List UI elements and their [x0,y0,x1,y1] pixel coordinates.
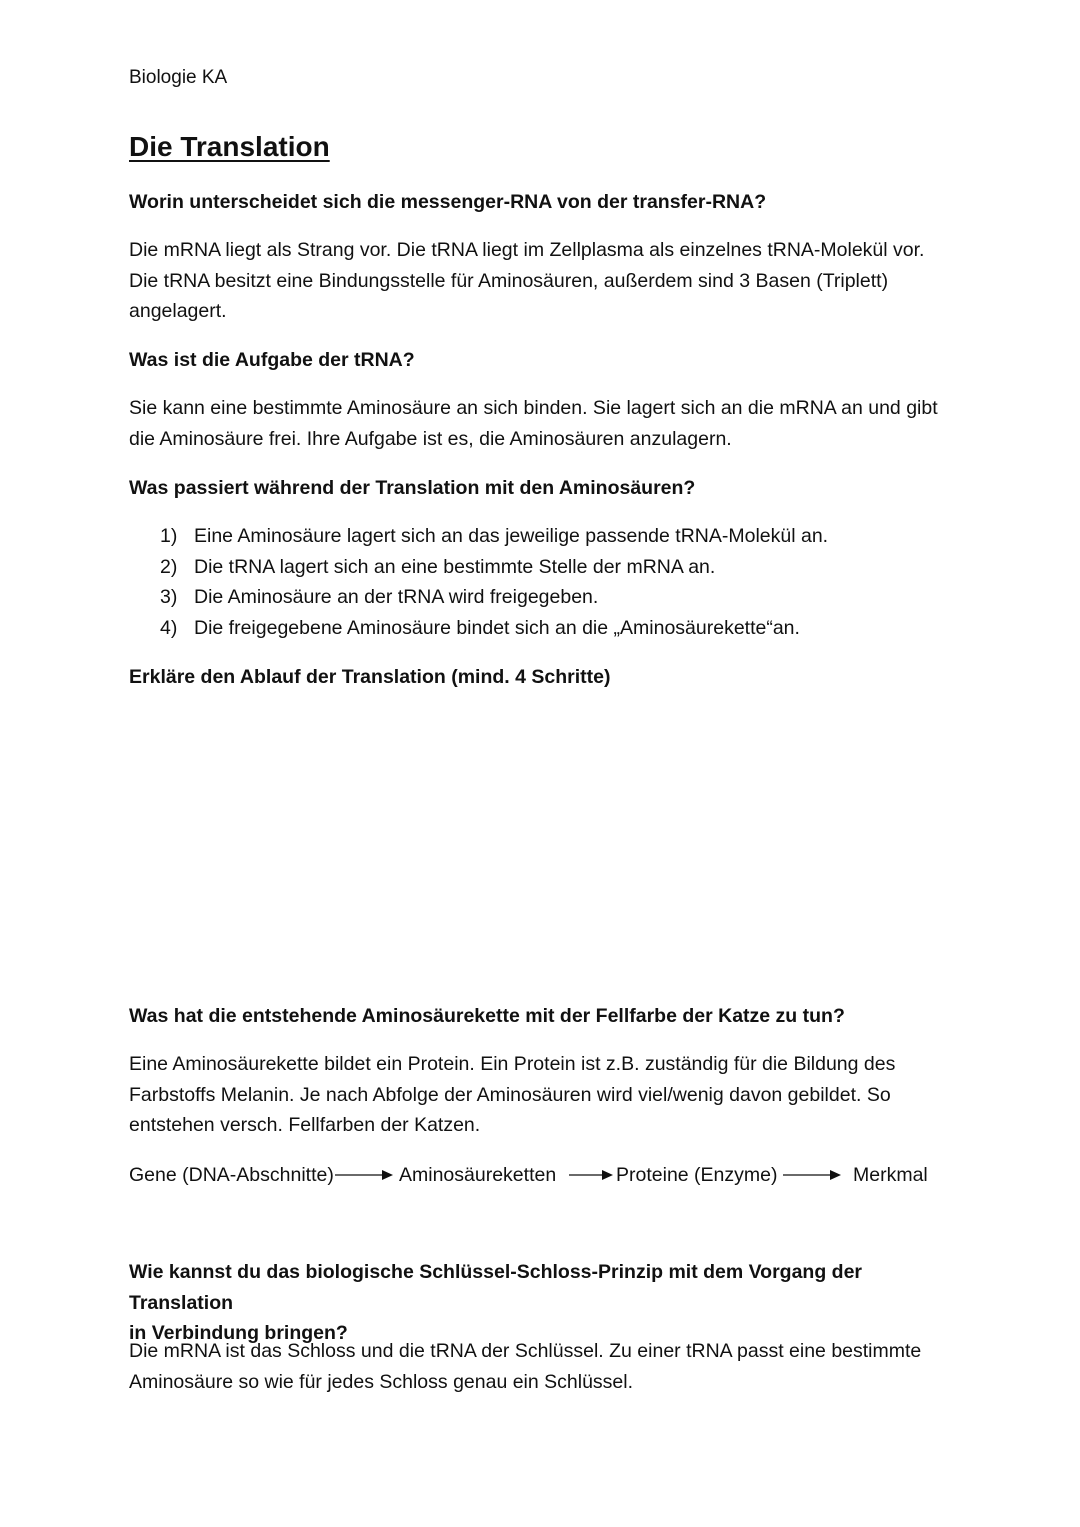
answer-2-line: die Aminosäure frei. Ihre Aufgabe ist es, die Aminosäuren anzulagern. [129,427,732,450]
list-number: 4) [160,616,178,639]
page-header: Biologie KA [129,67,228,88]
list-text: Die freigegebene Aminosäure bindet sich an die „Aminosäurekette“an. [194,616,800,639]
question-5: Was hat die entstehende Aminosäurekette mit der Fellfarbe der Katze zu tun? [129,1005,845,1027]
answer-5-line: Farbstoffs Melanin. Je nach Abfolge der Aminosäuren wird viel/wenig davon gebildet. So [129,1083,891,1106]
list-text: Die tRNA lagert sich an eine bestimmte Stelle der mRNA an. [194,555,716,578]
list-text: Eine Aminosäure lagert sich an das jeweilige passende tRNA-Molekül an. [194,525,829,547]
flow-item-trait: Merkmal [853,1164,928,1186]
flow-diagram [129,1160,959,1190]
arrow-right-icon [569,1160,615,1190]
answer-1-line: Die tRNA besitzt eine Bindungsstelle für Aminosäuren, außerdem sind 3 Basen (Triplett) [129,269,889,292]
question-1: Worin unterscheidet sich die messenger-RNA von der transfer-RNA? [129,191,767,213]
list-item [160,521,960,552]
answer-1 [129,235,959,327]
answer-1-line: Die mRNA liegt als Strang vor. Die tRNA liegt im Zellplasma als einzelnes tRNA-Molekül vor. [129,239,925,261]
list-item [160,582,960,613]
flow-item-genes: Gene (DNA-Abschnitte) [129,1164,334,1186]
list-number: 3) [160,586,178,608]
list-item [160,552,960,583]
page-title: Die Translation [129,131,330,162]
list-text: Die Aminosäure an der tRNA wird freigegeben. [194,586,599,608]
question-4: Erkläre den Ablauf der Translation (mind. 4 Schritte) [129,666,611,688]
list-item [160,613,960,644]
flow-item-proteins: Proteine (Enzyme) [616,1164,778,1186]
answer-6 [129,1336,959,1397]
flow-item-amino-chains: Aminosäureketten [399,1164,557,1186]
list-number: 1) [160,525,178,547]
list-number: 2) [160,555,178,578]
question-6-line: Wie kannst du das biologische Schlüssel-Schloss-Prinzip mit dem Vorgang der Translation [129,1261,863,1314]
question-6 [129,1257,959,1349]
answer-5-line: entstehen versch. Fellfarben der Katzen. [129,1114,481,1136]
answer-5-line: Eine Aminosäurekette bildet ein Protein. Ein Protein ist z.B. zuständig für die Bildung des [129,1053,896,1075]
answer-1-line: angelagert. [129,300,227,322]
question-3: Was passiert während der Translation mit den Aminosäuren? [129,477,696,499]
question-6-line: in Verbindung bringen? [129,1322,348,1344]
steps-list [160,521,960,643]
answer-2 [129,393,959,454]
answer-6-line: Die mRNA ist das Schloss und die tRNA der Schlüssel. Zu einer tRNA passt eine bestimmte [129,1340,922,1362]
answer-5 [129,1049,959,1141]
answer-6-line: Aminosäure so wie für jedes Schloss genau ein Schlüssel. [129,1370,634,1393]
arrow-right-icon [335,1160,395,1190]
arrow-right-icon [783,1160,843,1190]
question-2: Was ist die Aufgabe der tRNA? [129,349,415,371]
answer-2-line: Sie kann eine bestimmte Aminosäure an sich binden. Sie lagert sich an die mRNA an und gibt [129,397,938,419]
